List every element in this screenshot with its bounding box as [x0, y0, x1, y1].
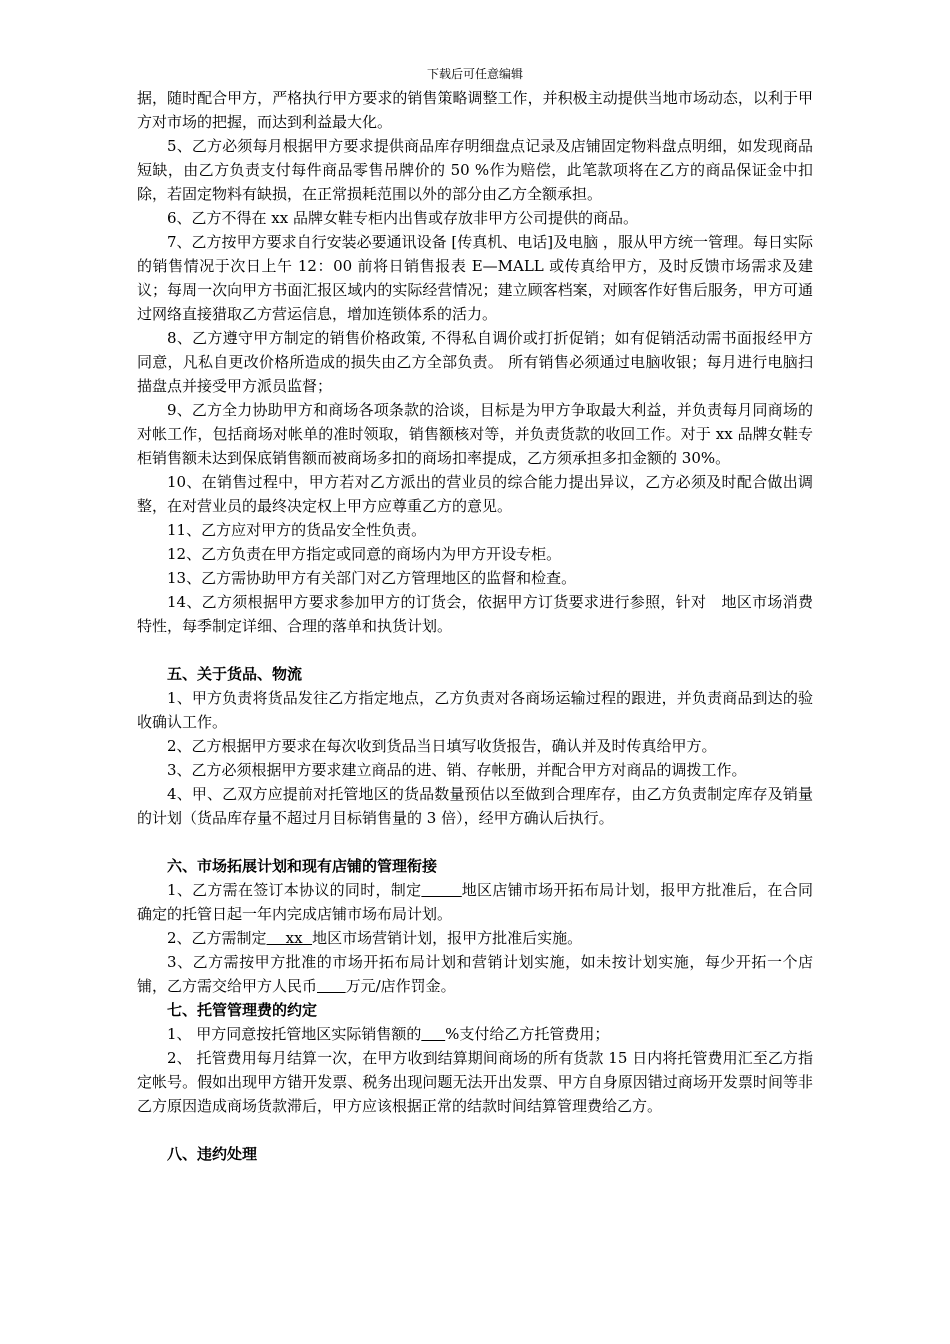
clause-text: 地区店铺市场开拓布局计划，报甲方批准后，在合同确定的托管日起一年内完成店铺市场布局计划。	[137, 881, 813, 923]
clause-text: 2、乙方需制定	[167, 929, 267, 947]
section-5-clause-3: 3、乙方必须根据甲方要求建立商品的进、销、存帐册，并配合甲方对商品的调拨工作。	[167, 761, 747, 779]
clause-12: 12、乙方负责在甲方指定或同意的商场内为甲方开设专柜。	[167, 545, 562, 563]
clause-7: 7、乙方按甲方要求自行安装必要通讯设备 [传真机、电话]及电脑 ，服从甲方统一管理。每日实际的销售情况于次日上午 12：00 前将日销售报表 E—MALL 或传真给甲方，及时反馈市场需求及建议；每周一次向甲方书面汇报区域内的实际经营情况；建立顾客档案，对顾客作好售后服务，甲方可通过网络直接猎取乙方营运信息，增加连锁体系的活力。	[137, 233, 813, 323]
section-8-heading: 八、违约处理	[167, 1145, 258, 1163]
clause-text: %支付给乙方托管费用；	[445, 1025, 610, 1043]
document-page	[137, 86, 813, 1166]
clause-text: 1、 甲方同意按托管地区实际销售额的	[167, 1025, 422, 1043]
section-6-clause-2	[137, 926, 813, 950]
clause-text: 3、乙方需按甲方批准的市场开拓布局计划和营销计划实施，如未按计划实施，每少开拓一个店铺，乙方需交给甲方人民币	[137, 953, 813, 995]
section-5-clause-2: 2、乙方根据甲方要求在每次收到货品当日填写收货报告，确认并及时传真给甲方。	[167, 737, 717, 755]
blank-field	[421, 1025, 445, 1043]
blank-field	[317, 977, 346, 995]
section-6-heading: 六、市场拓展计划和现有店铺的管理衔接	[167, 857, 438, 875]
clause-text: 1、乙方需在签订本协议的同时，制定	[167, 881, 422, 899]
spacer	[137, 638, 813, 662]
clause-10: 10、在销售过程中，甲方若对乙方派出的营业员的综合能力提出异议，乙方必须及时配合做出调整，在对营业员的最终决定权上甲方应尊重乙方的意见。	[137, 473, 813, 515]
section-6-clause-3	[137, 950, 813, 998]
blank-field	[421, 881, 461, 899]
clause-11: 11、乙方应对甲方的货品安全性负责。	[167, 521, 427, 539]
spacer	[137, 1118, 813, 1142]
clause-6: 6、乙方不得在 xx 品牌女鞋专柜内出售或存放非甲方公司提供的商品。	[167, 209, 639, 227]
section-5-heading: 五、关于货品、物流	[167, 665, 303, 683]
clause-13: 13、乙方需协助甲方有关部门对乙方管理地区的监督和检查。	[167, 569, 577, 587]
spacer	[137, 830, 813, 854]
clause-8: 8、乙方遵守甲方制定的销售价格政策, 不得私自调价或打折促销；如有促销活动需书面报经甲方同意，凡私自更改价格所造成的损失由乙方全部负责。 所有销售必须通过电脑收银；每月进行电脑扫描盘点并接受甲方派员监督；	[137, 329, 813, 395]
section-7-clause-2: 2、 托管费用每月结算一次，在甲方收到结算期间商场的所有货款 15 日内将托管费用汇至乙方指定帐号。假如出现甲方错开发票、税务出现问题无法开出发票、甲方自身原因错过商场开发票时间等非乙方原因造成商场货款滞后，甲方应该根据正常的结款时间结算管理费给乙方。	[137, 1049, 813, 1115]
paragraph-continued: 据，随时配合甲方，严格执行甲方要求的销售策略调整工作，并积极主动提供当地市场动态，以利于甲方对市场的把握，而达到利益最大化。	[137, 89, 813, 131]
clause-5: 5、乙方必须每月根据甲方要求提供商品库存明细盘点记录及店铺固定物料盘点明细，如发现商品短缺，由乙方负责支付每件商品零售吊牌价的 50 %作为赔偿，此笔款项将在乙方的商品保证金中扣除，若固定物料有缺损，在正常损耗范围以外的部分由乙方全额承担。	[137, 137, 813, 203]
section-7-clause-1	[137, 1022, 813, 1046]
clause-14: 14、乙方须根据甲方要求参加甲方的订货会，依据甲方订货要求进行参照，针对 地区市场消费特性，每季制定详细、合理的落单和执货计划。	[137, 593, 813, 635]
section-5-clause-4: 4、甲、乙双方应提前对托管地区的货品数量预估以至做到合理库存，由乙方负责制定库存及销量的计划（货品库存量不超过月目标销售量的 3 倍），经甲方确认后执行。	[137, 785, 813, 827]
section-7-heading: 七、托管管理费的约定	[167, 1001, 318, 1019]
clause-text: 地区市场营销计划，报甲方批准后实施。	[312, 929, 583, 947]
clause-text: 万元/店作罚金。	[345, 977, 456, 995]
clause-9: 9、乙方全力协助甲方和商场各项条款的洽谈，目标是为甲方争取最大利益，并负责每月同商场的对帐工作，包括商场对帐单的准时领取，销售额核对等，并负责货款的收回工作。对于 xx 品牌女鞋专柜销售额未达到保底销售额而被商场多扣的商场扣率提成，乙方须承担多扣金额的 30%。	[137, 401, 813, 467]
section-6-clause-1	[137, 878, 813, 926]
blank-field: xx	[266, 929, 313, 947]
page-header-note: 下载后可任意编辑	[426, 67, 523, 81]
section-5-clause-1: 1、甲方负责将货品发往乙方指定地点，乙方负责对各商场运输过程的跟进，并负责商品到达的验收确认工作。	[137, 689, 813, 731]
